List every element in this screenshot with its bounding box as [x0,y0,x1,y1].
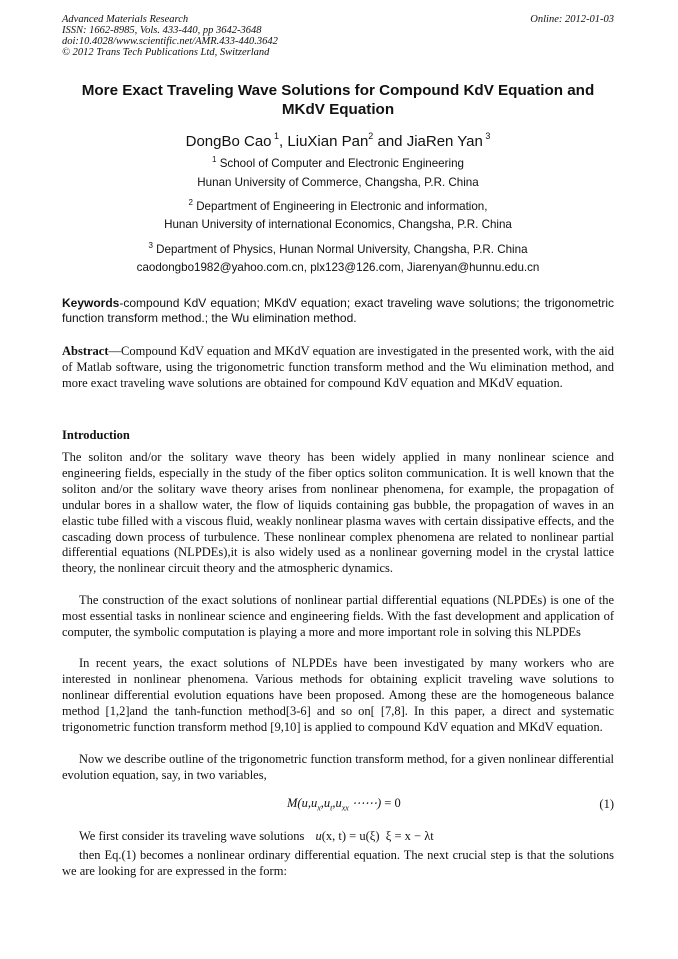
journal-header [62,14,614,58]
affiliation-text: Department of Engineering in Electronic and information, [196,200,488,213]
issn-line: ISSN: 1662-8985, Vols. 433-440, pp 3642-3648 [62,25,262,36]
keywords-label: Keywords [62,296,120,310]
intro-paragraph-5: We first consider its traveling wave solutions u(x, t) = u(ξ) ξ = x − λt [62,829,434,845]
author-sup: 3 [485,131,491,141]
intro-paragraph-3: In recent years, the exact solutions of NLPDEs have been investigated by many workers who are interested in nonlinear phenomena. Various methods for obtaining explicit traveling wave solutions to nonlinear differential evolution equations have been proposed. Among these are the homogeneous balance method [1,2]and the tanh-function method[3-6] and so on[ [7,8]. In this paper, a direct and systematic trigonometric function transform method [9,10] is applied to compound KdV equation and MKdV equation. [62,656,614,734]
author-name: LiuXian Pan [287,133,369,150]
affiliation-2-line-1 [62,196,614,214]
keywords [62,296,614,326]
paragraph-5-text: We first consider its traveling wave solutions [79,829,305,843]
author-sup: 2 [368,131,374,141]
doi-line: doi:10.4028/www.scientific.net/AMR.433-440.3642 [62,36,278,47]
affiliation-sup: 2 [188,198,193,207]
abstract-label: Abstract [62,344,109,358]
author-name: DongBo Cao [185,133,272,150]
author-list [62,127,614,151]
author-sup: 1 [274,131,280,141]
abstract [62,344,614,392]
copyright-line: © 2012 Trans Tech Publications Ltd, Switzerland [62,47,270,58]
paper-title [62,81,614,119]
intro-paragraph-2: The construction of the exact solutions of nonlinear partial differential equations (NLPDEs) is one of the most essential tasks in nonlinear science and engineering fields. With the fast development and application of computer, the symbolic computation is playing a more and more important role in solving this NLPDEs [62,593,614,639]
author-separator: and [373,133,407,150]
affiliation-1-line-2: Hunan University of Commerce, Changsha, P.R. China [197,176,479,189]
equation-1: $M(u,u_x,u_t,u_{xx}$ ⋯⋯) = 0 [287,796,401,813]
keywords-text: -compound KdV equation; MKdV equation; exact traveling wave solutions; the trigonometric function transform method.; the Wu elimination method. [62,296,614,325]
intro-paragraph-6: then Eq.(1) becomes a nonlinear ordinary differential equation. The next crucial step is that the solutions we are looking for are expressed in the form: [62,848,614,878]
author-name: JiaRen Yan [406,133,483,150]
affiliation-text: Department of Physics, Hunan Normal University, Changsha, P.R. China [156,243,528,256]
section-heading-introduction: Introduction [62,428,130,442]
author-emails: caodongbo1982@yahoo.com.cn, plx123@126.com, Jiarenyan@hunnu.edu.cn [136,261,540,274]
affiliation-2-line-2: Hunan University of international Economics, Changsha, P.R. China [164,218,512,231]
affiliation-text: School of Computer and Electronic Engineering [219,157,464,170]
abstract-text: —Compound KdV equation and MKdV equation are investigated in the presented work, with the aid of Matlab software, using the trigonometric function transform method and the Wu elimination method, and more exact traveling wave solutions are obtained for compound KdV equation and MKdV equation. [62,344,614,390]
affiliation-3-line-1 [62,239,614,257]
affiliation-1-line-1 [62,153,614,171]
journal-name: Advanced Materials Research [62,14,189,25]
author-separator: , [279,133,288,150]
intro-paragraph-4: Now we describe outline of the trigonometric function transform method, for a given nonlinear differential evolution equation, say, in two variables, [62,752,614,782]
title-line-2: MKdV Equation [281,101,395,118]
affiliation-sup: 1 [212,155,217,164]
traveling-wave-formula: u [315,829,322,843]
online-date: Online: 2012-01-03 [530,14,614,25]
intro-paragraph-1: The soliton and/or the solitary wave theory has been widely applied in many nonlinear science and engineering fields, especially in the study of the fiber optics soliton communication. It is well known that the soliton and/or the solitary wave theory arises from nonlinear phenomena, for example, the propagation of undular bores in a shallow water, the flow of liquids containing gas bubble, the propagation of waves in an elastic tube filled with a viscous fluid, weakly nonlinear plasma waves with certain dissipative effects, and the cascading down process of turbulence. These nonlinear complex phenomena are related to nonlinear partial differential equations (NLPDEs),it is also widely used as a nonlinear governing model in the crystal lattice theory, the nonlinear circuit theory and the atmospheric dynamics. [62,450,614,576]
affiliation-sup: 3 [148,241,153,250]
equation-1-number: (1) [599,797,614,811]
title-line-1: More Exact Traveling Wave Solutions for Compound KdV Equation and [81,82,595,99]
